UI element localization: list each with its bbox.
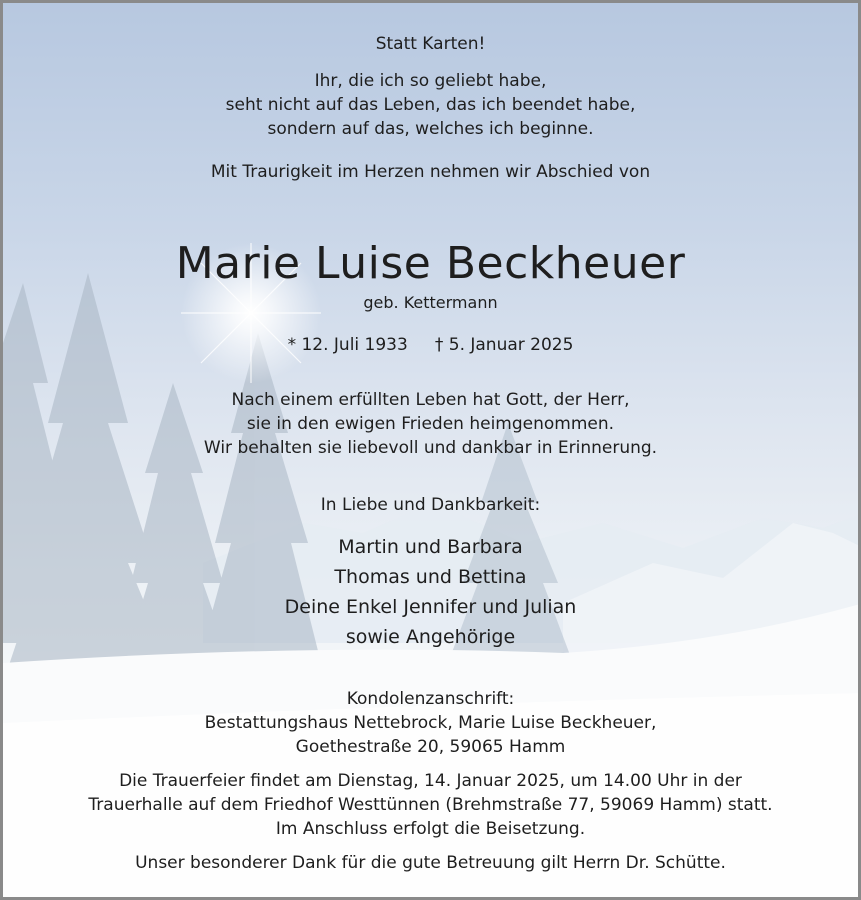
mourner-line: Martin und Barbara	[338, 536, 523, 558]
poem-line: Ihr, die ich so geliebt habe,	[314, 71, 547, 91]
funeral-line: Die Trauerfeier findet am Dienstag, 14. Januar 2025, um 14.00 Uhr in der	[119, 771, 742, 791]
tribute-line: Nach einem erfüllten Leben hat Gott, der Herr,	[231, 390, 630, 410]
poem-line: sondern auf das, welches ich beginne.	[267, 119, 594, 139]
notice-content	[3, 3, 858, 897]
deceased-name: Marie Luise Beckheuer	[175, 238, 686, 289]
condolence-line: Goethestraße 20, 59065 Hamm	[295, 737, 566, 757]
tribute-line: sie in den ewigen Frieden heimgenommen.	[246, 414, 615, 434]
signoff-text: In Liebe und Dankbarkeit:	[320, 495, 541, 515]
tribute	[3, 388, 858, 460]
mourner-line: Deine Enkel Jennifer und Julian	[284, 596, 577, 618]
mourner-line: sowie Angehörige	[345, 626, 516, 648]
maiden-name: geb. Kettermann	[363, 293, 498, 312]
poem	[3, 69, 858, 141]
poem-line: seht nicht auf das Leben, das ich beendet habe,	[225, 95, 636, 115]
life-dates	[3, 333, 858, 357]
condolence-label: Kondolenzanschrift:	[346, 689, 515, 709]
tribute-line: Wir behalten sie liebevoll und dankbar in Erinnerung.	[203, 438, 658, 458]
mourner-line: Thomas und Bettina	[334, 566, 527, 588]
death-date: † 5. Januar 2025	[434, 335, 574, 355]
funeral-info	[3, 769, 858, 841]
thanks-text: Unser besonderer Dank für die gute Betreuung gilt Herrn Dr. Schütte.	[135, 853, 726, 873]
mourners	[3, 532, 858, 652]
funeral-line: Im Anschluss erfolgt die Beisetzung.	[275, 819, 586, 839]
condolence-line: Bestattungshaus Nettebrock, Marie Luise Beckheuer,	[204, 713, 657, 733]
birth-date: * 12. Juli 1933	[287, 335, 408, 355]
header-text: Statt Karten!	[375, 34, 486, 54]
intro-text: Mit Traurigkeit im Herzen nehmen wir Abschied von	[210, 162, 651, 182]
condolence-address	[3, 687, 858, 759]
funeral-line: Trauerhalle auf dem Friedhof Westtünnen (Brehmstraße 77, 59069 Hamm) statt.	[88, 795, 773, 815]
